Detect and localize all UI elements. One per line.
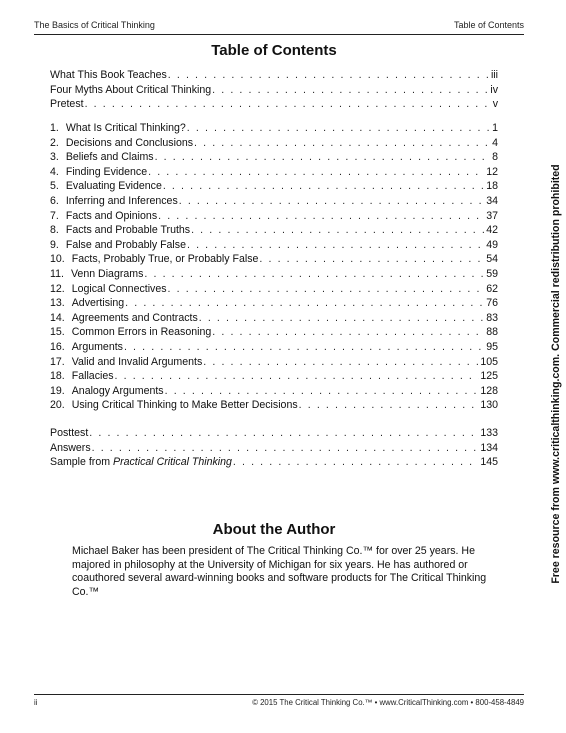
toc-entry-label: Facts and Probable Truths: [65, 224, 191, 237]
toc-chapter-entry: [50, 121, 498, 136]
toc-entry-page: 125: [480, 370, 498, 383]
leader-dots: [233, 455, 479, 470]
chapter-number: 3.: [50, 151, 59, 164]
leader-dots: [194, 136, 491, 151]
chapter-number: 14.: [50, 311, 65, 324]
toc-entry-page: 134: [480, 441, 498, 454]
toc-entry-label: Advertising: [71, 297, 125, 310]
footer-rule: [34, 694, 524, 695]
toc-entry-page: 42: [486, 224, 498, 237]
toc-chapter-entry: [50, 282, 498, 297]
toc-chapter-entry: [50, 150, 498, 165]
toc-entry-page: 49: [486, 238, 498, 251]
leader-dots: [168, 282, 486, 297]
chapter-number: 13.: [50, 297, 65, 310]
chapter-number: 4.: [50, 165, 59, 178]
toc-chapter-entry: [50, 325, 498, 340]
toc-entry-label: Venn Diagrams: [70, 267, 144, 280]
toc-entry-page: 133: [480, 427, 498, 439]
toc-entry-page: 128: [480, 384, 498, 397]
toc-chapter-entry: [50, 252, 498, 267]
footer-page-number: ii: [34, 698, 38, 707]
chapter-number: 6.: [50, 194, 59, 207]
toc-chapter-entry: [50, 136, 498, 151]
toc-chapter-entry: [50, 194, 498, 209]
toc-entry-page: 88: [486, 326, 498, 339]
toc-entry-label: What This Book Teaches: [50, 69, 167, 81]
toc-entry-label: What Is Critical Thinking?: [65, 122, 186, 134]
toc-chapter-entry: [50, 398, 498, 413]
toc-entry-label: Agreements and Contracts: [71, 311, 198, 324]
toc-entry-page: 37: [486, 209, 498, 222]
leader-dots: [203, 355, 479, 370]
toc-entry-label: Fallacies: [71, 370, 114, 383]
chapter-number: 18.: [50, 370, 65, 383]
leader-dots: [212, 83, 489, 98]
toc-entry-page: v: [492, 98, 498, 111]
toc-chapter-entry: [50, 369, 498, 384]
toc-chapter-entry: [50, 311, 498, 326]
header-section-title: Table of Contents: [453, 20, 524, 30]
leader-dots: [168, 68, 490, 83]
chapter-number: 9.: [50, 238, 59, 251]
running-header: [34, 20, 524, 30]
leader-dots: [212, 325, 485, 340]
toc-back-matter: [50, 426, 498, 470]
toc-title: Table of Contents: [211, 42, 337, 59]
toc-chapters: [50, 121, 498, 413]
chapter-number: 17.: [50, 355, 65, 368]
leader-dots: [199, 311, 485, 326]
toc-chapter-entry: [50, 165, 498, 180]
toc-entry-page: 54: [486, 253, 498, 266]
toc-front-matter: [50, 68, 498, 112]
toc-chapter-entry: [50, 238, 498, 253]
toc-entry-page: 62: [486, 282, 498, 295]
leader-dots: [85, 97, 492, 112]
toc-entry-page: 130: [480, 399, 498, 412]
leader-dots: [92, 441, 480, 456]
toc-entry-label: Four Myths About Critical Thinking: [50, 83, 212, 96]
leader-dots: [187, 238, 485, 253]
toc-entry-label: Analogy Arguments: [71, 384, 164, 397]
toc-entry-page: iv: [490, 83, 498, 96]
leader-dots: [148, 165, 485, 180]
toc-entry-label: Decisions and Conclusions: [65, 136, 194, 149]
toc-entry-label: Logical Connectives: [71, 282, 167, 295]
leader-dots: [144, 267, 485, 282]
toc-chapter-entry: [50, 179, 498, 194]
toc-entry-label: Valid and Invalid Arguments: [71, 355, 203, 368]
toc-entry-page: 59: [486, 267, 498, 280]
leader-dots: [259, 252, 485, 267]
toc-entry-page: 95: [486, 340, 498, 353]
leader-dots: [187, 121, 491, 136]
chapter-number: 15.: [50, 326, 65, 339]
toc-entry-page: 8: [492, 151, 498, 164]
toc-entry: [50, 83, 498, 98]
chapter-number: 7.: [50, 209, 59, 222]
toc-chapter-entry: [50, 355, 498, 370]
toc-chapter-entry: [50, 384, 498, 399]
leader-dots: [179, 194, 485, 209]
toc-entry-label: Using Critical Thinking to Make Better Decisions: [71, 399, 298, 412]
toc-entry-page: 1: [492, 122, 498, 134]
side-copyright-note: Free resource from www.criticalthinking.com. Commercial redistribution prohibited: [550, 164, 562, 584]
chapter-number: 12.: [50, 282, 65, 295]
chapter-number: 10.: [50, 253, 65, 266]
book-title-italic: Practical Critical Thinking: [113, 456, 232, 469]
footer-credit: © 2015 The Critical Thinking Co.™ • www.CriticalThinking.com • 800-458-4849: [252, 698, 524, 707]
page-footer: [34, 698, 524, 707]
toc-entry-label: Posttest: [50, 427, 89, 439]
chapter-number: 11.: [50, 267, 64, 280]
toc-entry-label: Pretest: [50, 98, 84, 111]
toc-entry-page: 34: [486, 194, 498, 207]
header-rule: [34, 34, 524, 35]
leader-dots: [163, 179, 485, 194]
toc-entry: [50, 455, 498, 470]
toc-entry-label: Arguments: [71, 340, 123, 353]
toc-entry: [50, 97, 498, 112]
toc-entry-page: 83: [486, 311, 498, 324]
toc-chapter-entry: [50, 340, 498, 355]
chapter-number: 2.: [50, 136, 59, 149]
leader-dots: [165, 384, 480, 399]
toc-entry: [50, 426, 498, 441]
toc-chapter-entry: [50, 209, 498, 224]
chapter-number: 8.: [50, 224, 59, 237]
toc-entry-page: 18: [486, 180, 498, 193]
about-author-text: Michael Baker has been president of The Critical Thinking Co.™ for over 25 years. He majored in philosophy at the University of Michigan for six years. He has authored or coauthored several award-winning books and software products for The Critical Thinking Co.™: [72, 545, 487, 598]
toc-chapter-entry: [50, 296, 498, 311]
leader-dots: [191, 223, 485, 238]
toc-chapter-entry: [50, 223, 498, 238]
toc-entry-page: 145: [480, 456, 498, 469]
toc-entry-label: Inferring and Inferences: [65, 194, 178, 207]
toc-entry-page: 4: [492, 136, 498, 149]
toc-entry-page: 12: [486, 165, 498, 178]
toc-entry-label: Facts, Probably True, or Probably False: [71, 253, 259, 266]
chapter-number: 5.: [50, 180, 59, 193]
toc-entry-label: Answers: [50, 441, 91, 454]
leader-dots: [158, 209, 485, 224]
header-book-title: The Basics of Critical Thinking: [34, 20, 155, 30]
toc-entry-label: Finding Evidence: [65, 165, 148, 178]
toc-entry-page: iii: [490, 69, 498, 81]
leader-dots: [299, 398, 480, 413]
toc-entry-page: 105: [480, 355, 498, 368]
leader-dots: [89, 426, 479, 441]
toc-entry-label: Evaluating Evidence: [65, 180, 162, 193]
chapter-number: 1.: [50, 122, 59, 134]
toc-entry: [50, 68, 498, 83]
toc-entry-label: False and Probably False: [65, 238, 186, 251]
toc-entry-label: Beliefs and Claims: [65, 151, 154, 164]
leader-dots: [115, 369, 480, 384]
toc-entry: [50, 441, 498, 456]
toc-entry-label: Sample from Practical Critical Thinking: [50, 456, 232, 469]
chapter-number: 19.: [50, 384, 65, 397]
chapter-number: 16.: [50, 340, 65, 353]
chapter-number: 20.: [50, 399, 65, 412]
leader-dots: [124, 340, 485, 355]
about-author-title: About the Author: [212, 521, 336, 538]
toc-entry-label: Common Errors in Reasoning: [71, 326, 212, 339]
toc-chapter-entry: [50, 267, 498, 282]
toc-entry-page: 76: [486, 297, 498, 310]
toc-entry-label: Facts and Opinions: [65, 209, 158, 222]
leader-dots: [125, 296, 485, 311]
leader-dots: [155, 150, 492, 165]
